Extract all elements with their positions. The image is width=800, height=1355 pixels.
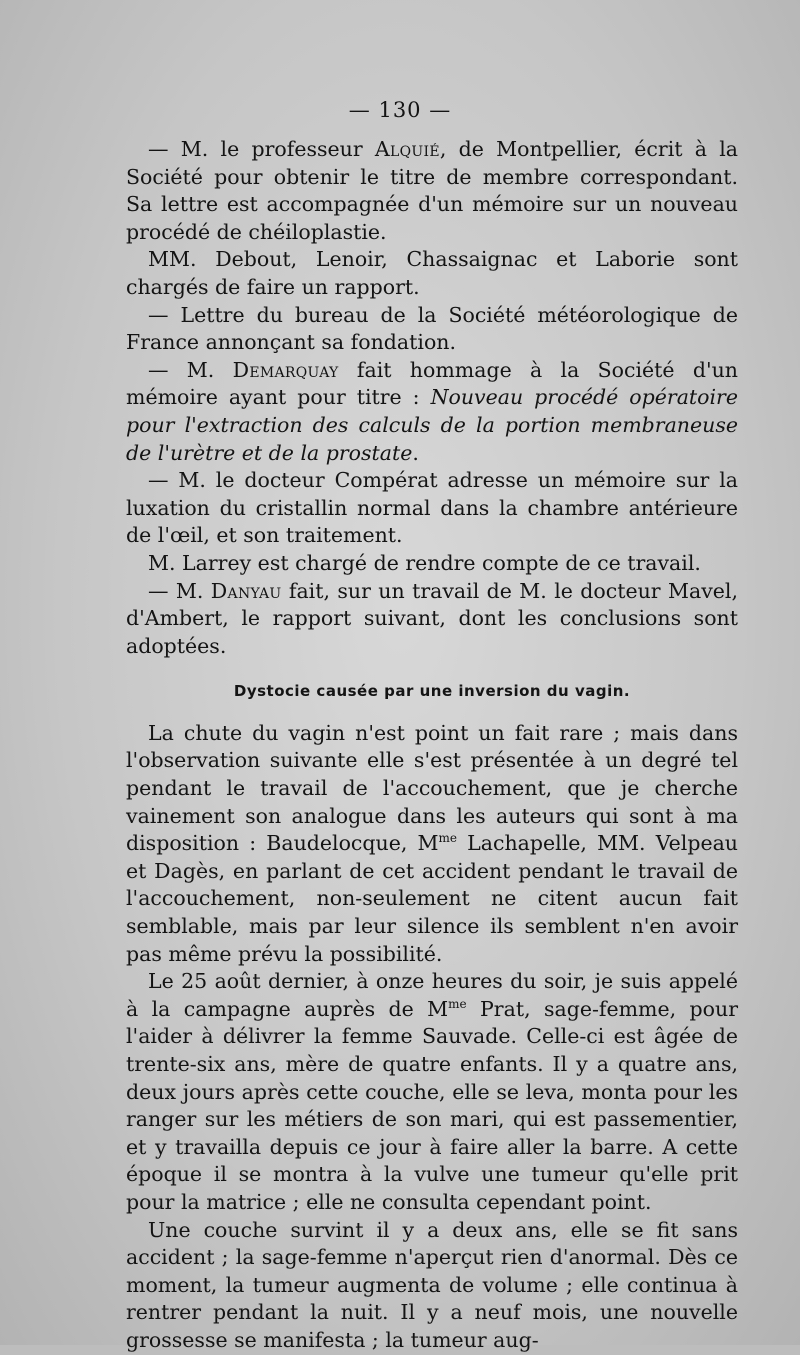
person-name: Demarquay <box>232 357 339 382</box>
superscript: me <box>448 996 467 1011</box>
text-run: — M. <box>148 578 211 603</box>
section-heading: Dystocie causée par une inversion du vagin. <box>233 682 631 701</box>
superscript: me <box>438 831 458 846</box>
paragraph-demarquay <box>126 357 738 467</box>
paragraph-danyau <box>126 578 738 661</box>
text-run: — M. <box>148 357 233 382</box>
text-run: Le 25 août dernier, à onze heures du soir, je suis appelé à la campagne auprès de M <box>126 969 738 1021</box>
body-paragraph-1 <box>126 720 738 968</box>
paragraph-larrey: M. Larrey est chargé de rendre compte de ce travail. <box>148 550 701 575</box>
text-run: La chute du vagin n'est point un fait rare ; mais dans l'observation suivante elle s'est présentée à un degré tel pendant le travail de l'accouchement, que je cherche vainement son analogue dans les auteurs qui sont à ma disposition : Baudelocque, M <box>126 720 738 856</box>
text-run: Prat, sage-femme, pour l'aider à délivrer la femme Sauvade. Celle-ci est âgée de trente-six ans, mère de quatre enfants. Il y a quatre ans, deux jours après cette couche, elle se leva, monta pour les ranger sur les métiers de son mari, qui est passementier, et y travailla depuis ce jour à faire aller la barre. A cette époque il se montra à la vulve une tumeur qu'elle prit pour la matrice ; elle ne consulta cependant point. <box>126 996 738 1214</box>
paragraph-comperat: — M. le docteur Compérat adresse un mémoire sur la luxation du cristallin normal dans la chambre antérieure de l'œil, et son traitement. <box>126 468 738 548</box>
text-run: Lachapelle, MM. Velpeau et Dagès, en parlant de cet accident pendant le travail de l'accouchement, non-seulement ne citent aucun fait semblable, mais par leur silence ils semblent n'en avoir pas même prévu la possibilité. <box>126 831 739 966</box>
text-run: . <box>412 440 419 465</box>
body-paragraph-3: Une couche survint il y a deux ans, elle se fit sans accident ; la sage-femme n'aperçut rien d'anormal. Dès ce moment, la tumeur augmenta de volume ; elle continua à rentrer pendant la nuit. Il y a neuf mois, une nouvelle grossesse se manifesta ; la tumeur aug- <box>126 1217 738 1352</box>
person-name: Danyau <box>210 578 282 603</box>
page-number: — 130 — <box>348 98 452 122</box>
paragraph-commission: MM. Debout, Lenoir, Chassaignac et Laborie sont chargés de faire un rapport. <box>126 247 738 299</box>
body-paragraph-2 <box>126 968 738 1216</box>
person-name: Alquié <box>374 137 440 161</box>
text-run: , de Montpellier, écrit à la Société pour obtenir le titre de membre correspondant. Sa lettre est accompagnée d'un mémoire sur un nouveau procédé de chéiloplastie. <box>126 137 739 244</box>
paragraph-alquie <box>126 136 738 246</box>
text-run: fait, sur un travail de M. le docteur Mavel, d'Ambert, le rapport suivant, dont les conclusions sont adoptées. <box>126 578 738 658</box>
paragraph-meteo: — Lettre du bureau de la Société météorologique de France annonçant sa fondation. <box>126 302 738 355</box>
page-text <box>126 136 738 1355</box>
text-run: — M. le professeur <box>148 137 375 161</box>
text-run: fait hommage à la Société d'un mémoire ayant pour titre : <box>126 357 738 410</box>
memoir-title: Nouveau procédé opératoire pour l'extraction des calculs de la portion membraneuse de l'urètre et de la prostate <box>126 385 738 465</box>
